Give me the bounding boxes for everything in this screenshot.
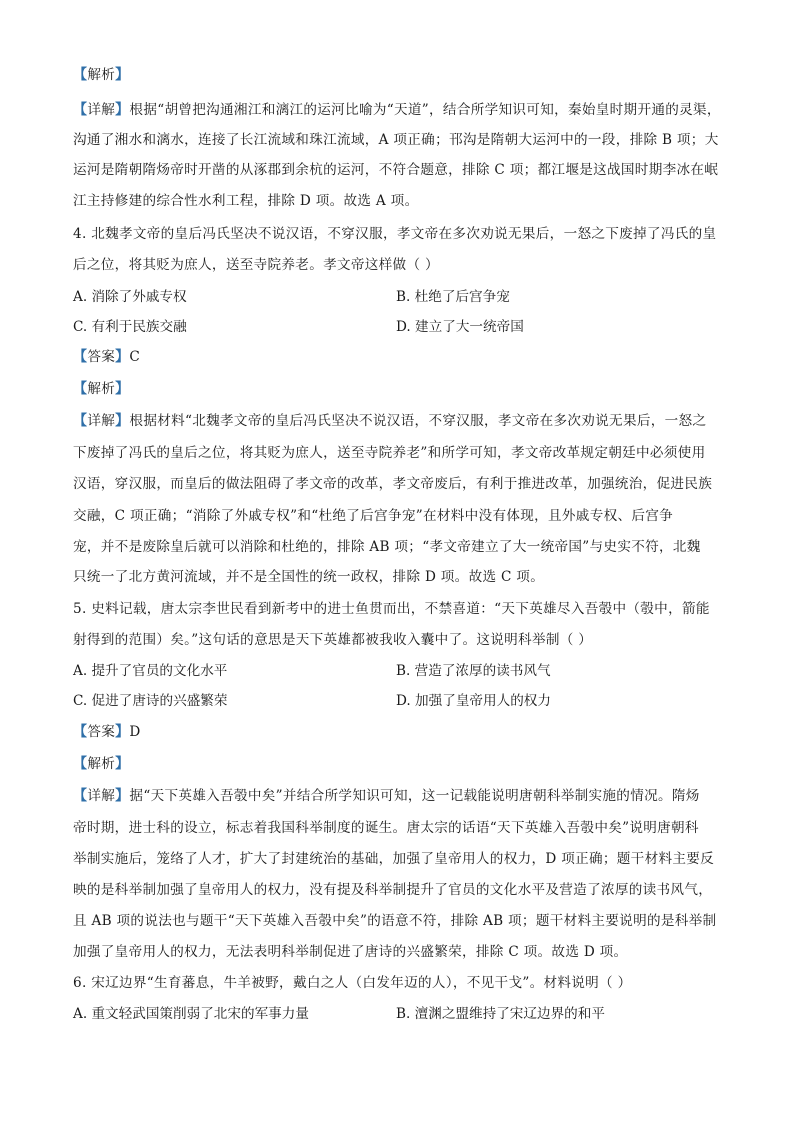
q4-option-d: D. 建立了大一统帝国 [396, 319, 524, 335]
q4-option-a: A. 消除了外戚专权 [73, 289, 187, 305]
q4-detail-line: 宠，并不是废除皇后就可以消除和杜绝的，排除 AB 项；“孝文帝建立了大一统帝国”与史实不符，北魏 [73, 539, 701, 555]
q4-detail-line: 交融，C 项正确；“消除了外戚专权”和“杜绝了后宫争宠”在材料中没有体现，且外戚专权、后宫争 [73, 508, 674, 524]
q4-option-c: C. 有利于民族交融 [73, 319, 187, 335]
q5-detail-line: 帝时期，进士科的设立，标志着我国科举制度的诞生。唐太宗的话语“天下英雄入吾彀中矣”说明唐朝科 [73, 820, 699, 836]
q5-detail-line: 【详解】据“天下英雄入吾彀中矣”并结合所学知识可知，这一记载能说明唐朝科举制实施的情况。隋炀 [73, 788, 700, 804]
q5-stem-line: 射得到的范围）矣。”这句话的意思是天下英雄都被我收入囊中了。这说明科举制（ ） [73, 632, 593, 648]
q3-detail-line: 江主持修建的综合性水利工程，排除 D 项。故选 A 项。 [73, 193, 419, 209]
q4-option-b: B. 杜绝了后宫争宠 [396, 289, 510, 305]
q6-option-b: B. 澶渊之盟维持了宋辽边界的和平 [396, 1006, 605, 1022]
q4-answer: 【答案】C [73, 349, 141, 365]
q5-answer: 【答案】D [73, 724, 141, 740]
q4-detail-line: 【详解】根据材料“北魏孝文帝的皇后冯氏坚决不说汉语，不穿汉服，孝文帝在多次劝说无果后，一怒之 [73, 413, 707, 429]
q4-detail-line: 汉语，穿汉服，而皇后的做法阻碍了孝文帝的改革，孝文帝废后，有利于推进改革，加强统治，促进民族 [73, 476, 713, 492]
q6-stem-line: 6. 宋辽边界“生育蕃息，牛羊被野，戴白之人（白发年迈的人），不见干戈”。材料说明（ ） [73, 975, 632, 991]
q5-detail-line: 加强了皇帝用人的权力，无法表明科举制促进了唐诗的兴盛繁荣，排除 C 项。故选 D 项。 [73, 944, 628, 960]
q4-detail-line: 下废掉了冯氏的皇后之位，将其贬为庶人，送至寺院养老”和所学可知，孝文帝改革规定朝廷中必须使用 [73, 445, 706, 461]
q5-option-b: B. 营造了浓厚的读书风气 [396, 663, 551, 679]
q3-detail-line: 沟通了湘水和漓水，连接了长江流域和珠江流域，A 项正确；邗沟是隋朝大运河中的一段，排除 B 项；大 [73, 132, 719, 148]
q5-detail-line: 且 AB 项的说法也与题干“天下英雄入吾彀中矣”的语意不符，排除 AB 项；题干材料主要说明的是科举制 [73, 913, 717, 929]
q5-detail-line: 举制实施后，笼络了人才，扩大了封建统治的基础，加强了皇帝用人的权力，D 项正确；题干材料主要反 [73, 851, 715, 867]
analysis-heading: 【解析】 [73, 756, 130, 772]
analysis-heading: 【解析】 [73, 67, 130, 83]
analysis-heading: 【解析】 [73, 381, 130, 397]
q5-stem-line: 5. 史料记载，唐太宗李世民看到新考中的进士鱼贯而出，不禁喜道：“天下英雄尽入吾彀中（彀中，箭能 [73, 601, 710, 617]
q5-detail-line: 映的是科举制加强了皇帝用人的权力，没有提及科举制提升了官员的文化水平及营造了浓厚的读书风气， [73, 882, 713, 898]
q4-stem-line: 后之位，将其贬为庶人，送至寺院养老。孝文帝这样做（ ） [73, 257, 439, 273]
q3-detail-line: 【详解】根据“胡曾把沟通湘江和漓江的运河比喻为“天道”，结合所学知识可知，秦始皇时期开通的灵渠， [73, 102, 721, 118]
q6-option-a: A. 重文轻武国策削弱了北宋的军事力量 [73, 1006, 309, 1022]
q3-detail-line: 运河是隋朝隋炀帝时开凿的从涿郡到余杭的运河，不符合题意，排除 C 项；都江堰是这战国时期李冰在岷 [73, 162, 719, 178]
q5-option-d: D. 加强了皇帝用人的权力 [396, 693, 551, 709]
q4-stem-line: 4. 北魏孝文帝的皇后冯氏坚决不说汉语，不穿汉服，孝文帝在多次劝说无果后，一怒之下废掉了冯氏的皇 [73, 226, 717, 242]
q4-detail-line: 只统一了北方黄河流域，并不是全国性的统一政权，排除 D 项。故选 C 项。 [73, 569, 545, 585]
q5-option-c: C. 促进了唐诗的兴盛繁荣 [73, 693, 228, 709]
q5-option-a: A. 提升了官员的文化水平 [73, 663, 228, 679]
